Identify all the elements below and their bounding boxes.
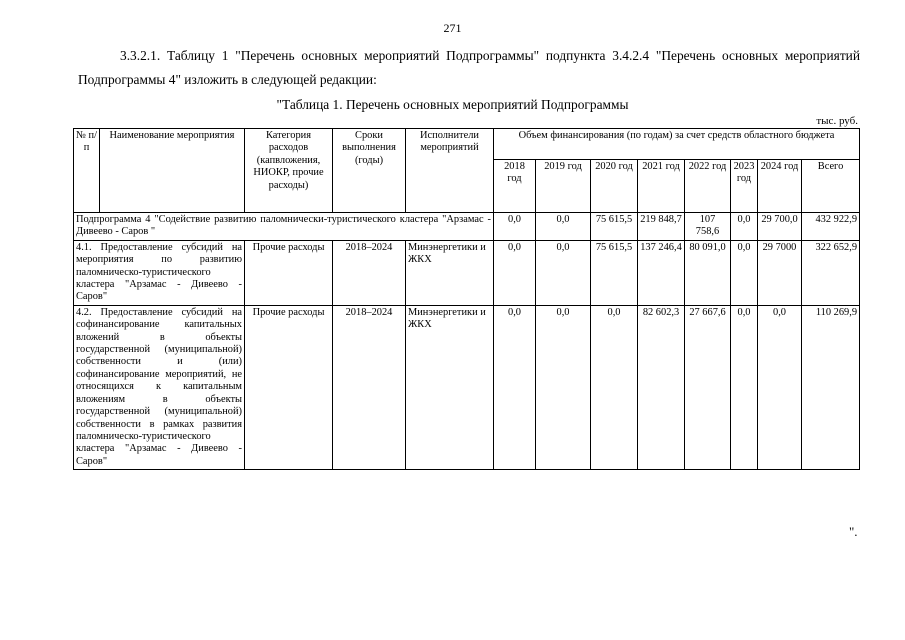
header-year: 2022 год <box>685 160 731 213</box>
value-cell-total: 432 922,9 <box>802 213 860 241</box>
value-cell: 0,0 <box>536 213 591 241</box>
value-cell: 29 7000 <box>758 240 802 305</box>
value-cell: 75 615,5 <box>591 240 638 305</box>
header-executors: Исполнители мероприятий <box>406 129 494 213</box>
value-cell: 0,0 <box>591 305 638 469</box>
closing-quote-mark: ". <box>849 524 858 539</box>
value-cell: 75 615,5 <box>591 213 638 241</box>
header-num: № п/п <box>74 129 100 213</box>
header-row-1 <box>74 129 860 160</box>
header-year: 2021 год <box>638 160 685 213</box>
value-cell: 0,0 <box>494 213 536 241</box>
value-cell: 137 246,4 <box>638 240 685 305</box>
units-label: тыс. руб. <box>816 115 858 127</box>
value-cell: 0,0 <box>731 213 758 241</box>
value-cell: 29 700,0 <box>758 213 802 241</box>
value-cell: 0,0 <box>731 240 758 305</box>
header-year: 2020 год <box>591 160 638 213</box>
header-year: 2019 год <box>536 160 591 213</box>
value-cell: 0,0 <box>536 305 591 469</box>
table-title: "Таблица 1. Перечень основных мероприятий Подпрограммы <box>276 97 629 112</box>
value-cell: 0,0 <box>494 240 536 305</box>
activity-executors: Минэнергетики и ЖКХ <box>406 240 494 305</box>
activity-category: Прочие расходы <box>245 305 333 469</box>
value-cell: 0,0 <box>494 305 536 469</box>
value-cell-total: 110 269,9 <box>802 305 860 469</box>
value-cell: 0,0 <box>536 240 591 305</box>
activity-name: 4.1. Предоставление субсидий на мероприятия по развитию паломническо-туристического кластера "Арзамас - Дивеево - Саров" <box>74 240 245 305</box>
header-funding: Объем финансирования (по годам) за счет средств областного бюджета <box>494 129 860 160</box>
activity-executors: Минэнергетики и ЖКХ <box>406 305 494 469</box>
page-number: 271 <box>443 21 462 35</box>
table-row <box>74 240 860 305</box>
subprogram-row <box>74 213 860 241</box>
activity-terms: 2018–2024 <box>333 305 406 469</box>
header-name: Наименование мероприятия <box>100 129 245 213</box>
table-row <box>74 305 860 469</box>
activity-terms: 2018–2024 <box>333 240 406 305</box>
header-total: Всего <box>802 160 860 213</box>
intro-paragraph: 3.3.2.1. Таблицу 1 "Перечень основных мероприятий Подпрограммы" подпункта 3.4.2.4 "Перечень основных мероприятий Подпрограммы 4" изложить в следующей редакции: <box>78 48 860 87</box>
header-terms: Сроки выполнения (годы) <box>333 129 406 213</box>
value-cell: 219 848,7 <box>638 213 685 241</box>
value-cell: 0,0 <box>731 305 758 469</box>
header-year: 2024 год <box>758 160 802 213</box>
value-cell: 107 758,6 <box>685 213 731 241</box>
value-cell: 80 091,0 <box>685 240 731 305</box>
value-cell: 0,0 <box>758 305 802 469</box>
value-cell-total: 322 652,9 <box>802 240 860 305</box>
activities-table <box>73 128 860 470</box>
activity-name: 4.2. Предоставление субсидий на софинансирование капитальных вложений в объекты государственной (муниципальной) собственности и (или) софинансирование мероприятий, не относящихся к капитальным вложениям в объекты государственной (муниципальной) собственности в рамках развития паломническо-туристического кластера "Арзамас - Дивеево - Саров" <box>74 305 245 469</box>
subprogram-title: Подпрограмма 4 "Содействие развитию паломнически-туристического кластера "Арзамас - Дивеево - Саров " <box>74 213 494 241</box>
value-cell: 82 602,3 <box>638 305 685 469</box>
header-year: 2018 год <box>494 160 536 213</box>
activity-category: Прочие расходы <box>245 240 333 305</box>
header-year: 2023 год <box>731 160 758 213</box>
value-cell: 27 667,6 <box>685 305 731 469</box>
header-category: Категория расходов (капвложения, НИОКР, прочие расходы) <box>245 129 333 213</box>
